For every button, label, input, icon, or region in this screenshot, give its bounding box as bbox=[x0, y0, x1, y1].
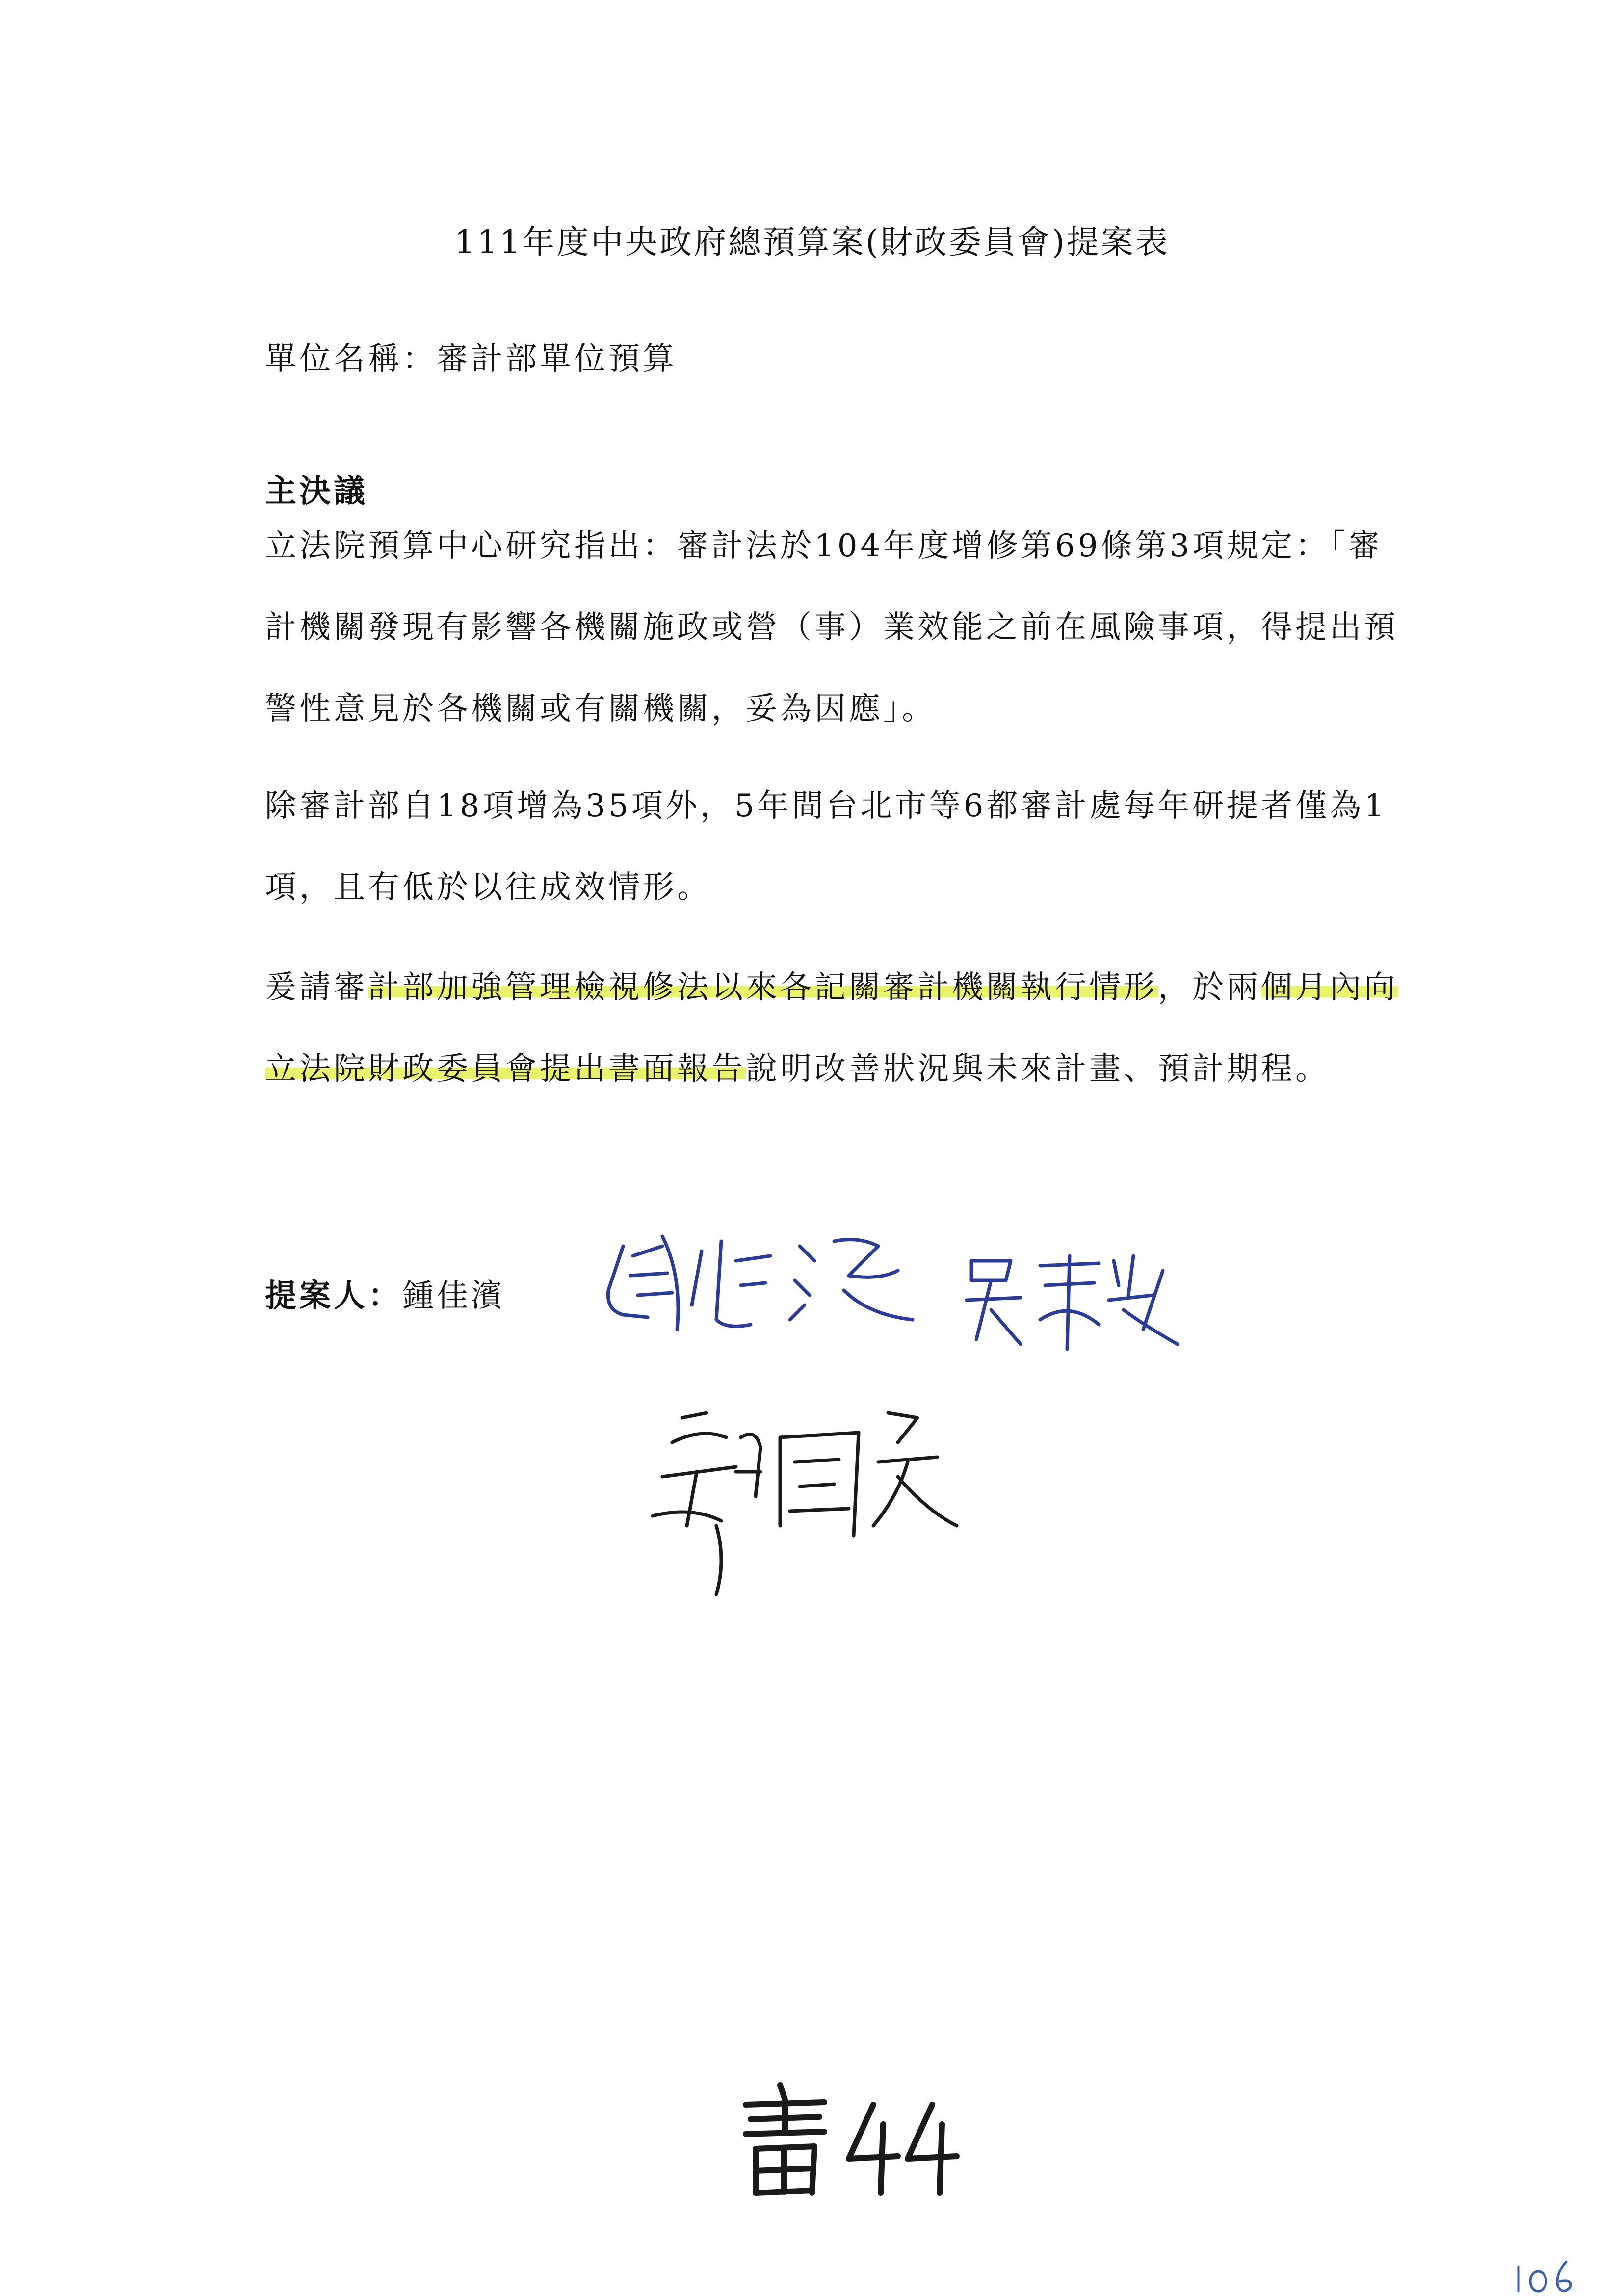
proposer-label: 提案人： bbox=[265, 1278, 402, 1314]
signature-black bbox=[643, 1398, 976, 1604]
request-text-start: 爰請審 bbox=[265, 969, 368, 1006]
proposer-line bbox=[265, 1271, 505, 1316]
request-text-mid: ，於兩 bbox=[1158, 969, 1261, 1006]
handwritten-stamp bbox=[726, 2075, 962, 2203]
highlighted-text-1: 計部加強管理檢視修法以來各記關審計機關執行情形 bbox=[368, 969, 1158, 1006]
paragraph-research-finding: 立法院預算中心研究指出：審計法於104年度增修第69條第3項規定：「審計機關發現有影響各機關施政或營（事）業效能之前在風險事項，得提出預警性意見於各機關或有關機關，妥為因應」。 bbox=[265, 528, 1398, 727]
proposer-name: 鍾佳濱 bbox=[402, 1278, 505, 1314]
request-text-end: 說明改善狀況與未來計畫、預計期程。 bbox=[746, 1051, 1330, 1087]
paragraph-request bbox=[265, 947, 1403, 1110]
unit-name: 單位名稱：審計部單位預算 bbox=[265, 341, 677, 377]
signature-blue-1 bbox=[603, 1217, 922, 1344]
page-number-handwritten bbox=[1511, 2252, 1580, 2296]
signature-blue-2 bbox=[957, 1241, 1192, 1359]
paragraph-statistics: 除審計部自18項增為35項外，5年間台北市等6都審計處每年研提者僅為1項，且有低於以往成效情形。 bbox=[265, 788, 1388, 906]
highlighted-text-2: 個月內向立法院財政委員會提出書面報告 bbox=[265, 969, 1398, 1087]
section-heading: 主決議 bbox=[265, 473, 368, 510]
document-title: 111年度中央政府總預算案(財政委員會)提案表 bbox=[454, 223, 1170, 261]
